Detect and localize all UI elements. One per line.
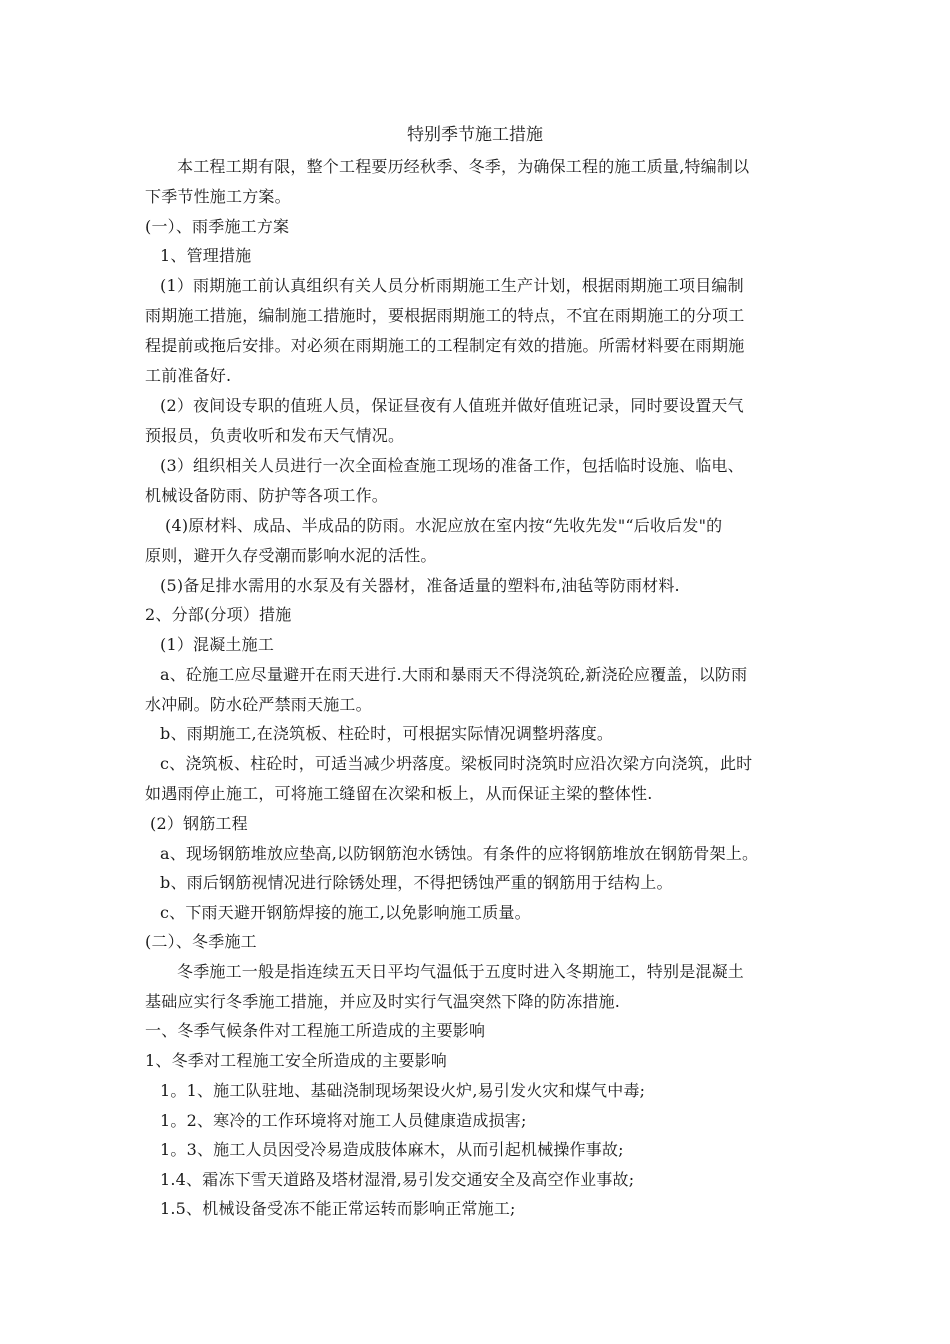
text-line: 水冲刷。防水砼严禁雨天施工。	[145, 695, 372, 714]
subsection-heading: 1、冬季对工程施工安全所造成的主要影响	[145, 1051, 447, 1070]
text-line: c、浇筑板、柱砼时，可适当减少坍落度。梁板同时浇筑时应沿次梁方向浇筑，此时	[160, 754, 753, 773]
text-line: 1。2、寒冷的工作环境将对施工人员健康造成损害;	[160, 1111, 527, 1130]
text-line: 雨期施工措施，编制施工措施时，要根据雨期施工的特点，不宜在雨期施工的分项工	[145, 306, 745, 325]
text-line: b、雨期施工,在浇筑板、柱砼时，可根据实际情况调整坍落度。	[160, 724, 614, 743]
section-heading: (一）、雨季施工方案	[145, 217, 290, 236]
text-line: 1.4、霜冻下雪天道路及塔材湿滑,易引发交通安全及高空作业事故;	[160, 1170, 635, 1189]
section-heading: (二）、冬季施工	[145, 932, 257, 951]
text-line: c、下雨天避开钢筋焊接的施工,以免影响施工质量。	[160, 903, 531, 922]
text-line: 原则，避开久存受潮而影响水泥的活性。	[145, 546, 437, 565]
subsection-heading: (1）混凝土施工	[160, 635, 275, 654]
text-line: 基础应实行冬季施工措施，并应及时实行气温突然下降的防冻措施.	[145, 992, 621, 1011]
text-line: 程提前或拖后安排。对必须在雨期施工的工程制定有效的措施。所需材料要在雨期施	[145, 336, 745, 355]
subsection-heading: (2）钢筋工程	[150, 814, 248, 833]
text-line: (3）组织相关人员进行一次全面检查施工现场的准备工作，包括临时设施、临电、	[160, 456, 744, 475]
text-line: (2）夜间设专职的值班人员，保证昼夜有人值班并做好值班记录，同时要设置天气	[160, 396, 744, 415]
document-title: 特别季节施工措施	[407, 125, 543, 145]
text-line: (5)备足排水需用的水泵及有关器材，准备适量的塑料布,油毡等防雨材料.	[160, 576, 680, 595]
text-line: a、砼施工应尽量避开在雨天进行.大雨和暴雨天不得浇筑砼,新浇砼应覆盖，以防雨	[160, 665, 748, 684]
text-line: 工前准备好.	[145, 366, 232, 385]
text-line: 如遇雨停止施工，可将施工缝留在次梁和板上，从而保证主梁的整体性.	[145, 784, 653, 803]
text-line: 1.5、机械设备受冻不能正常运转而影响正常施工;	[160, 1199, 516, 1218]
subsection-heading: 1、管理措施	[160, 246, 252, 265]
text-line: 1。1、施工队驻地、基础浇制现场架设火炉,易引发火灾和煤气中毒;	[160, 1081, 646, 1100]
text-line: a、现场钢筋堆放应垫高,以防钢筋泡水锈蚀。有条件的应将钢筋堆放在钢筋骨架上。	[160, 844, 759, 863]
text-line: (1）雨期施工前认真组织有关人员分析雨期施工生产计划，根据雨期施工项目编制	[160, 276, 744, 295]
text-line: (4)原材料、成品、半成品的防雨。水泥应放在室内按“先收先发"“后收后发"的	[165, 516, 723, 535]
subsection-heading: 2、分部(分项）措施	[145, 605, 292, 624]
text-line: 预报员，负责收听和发布天气情况。	[145, 426, 405, 445]
text-line: 下季节性施工方案。	[145, 187, 291, 206]
text-line: 冬季施工一般是指连续五天日平均气温低于五度时进入冬期施工，特别是混凝土	[177, 962, 745, 981]
section-heading: 一、冬季气候条件对工程施工所造成的主要影响	[145, 1021, 486, 1040]
text-line: 1。3、施工人员因受冷易造成肢体麻木，从而引起机械操作事故;	[160, 1140, 624, 1159]
text-line: 机械设备防雨、防护等各项工作。	[145, 486, 389, 505]
text-line: b、雨后钢筋视情况进行除锈处理，不得把锈蚀严重的钢筋用于结构上。	[160, 873, 673, 892]
text-line: 本工程工期有限，整个工程要历经秋季、冬季，为确保工程的施工质量,特编制以	[177, 157, 750, 176]
